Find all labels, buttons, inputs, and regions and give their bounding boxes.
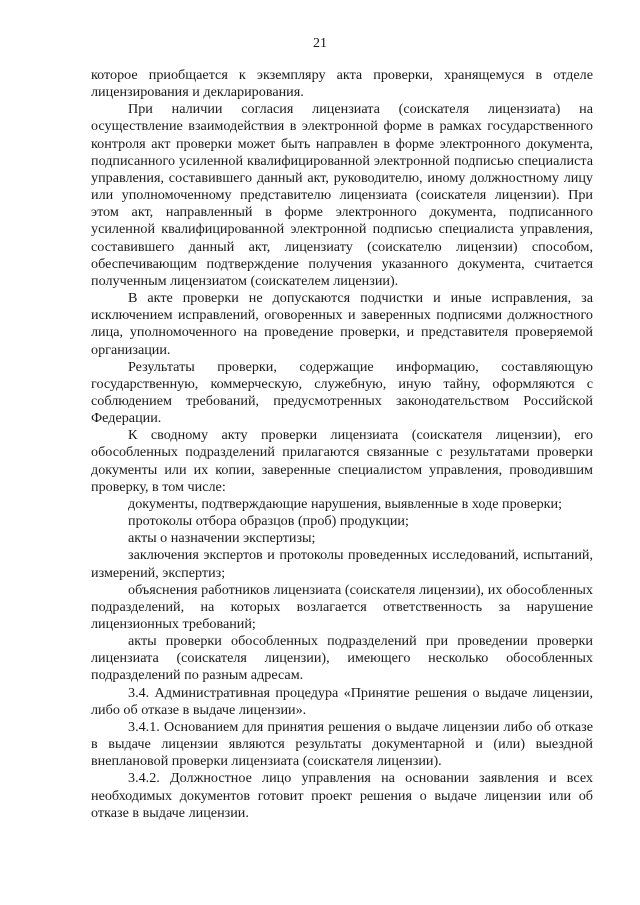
- paragraph-3-4-1: 3.4.1. Основанием для принятия решения о выдаче лицензии либо об отказе в выдаче лицензии являются результаты документарной и (или) выездной внеплановой проверки лицензиата (соискателя лицензии).: [91, 718, 593, 770]
- list-item: протоколы отбора образцов (проб) продукции;: [128, 513, 409, 530]
- document-body: [91, 67, 593, 822]
- list-item: заключения экспертов и протоколы проведенных исследований, испытаний, измерений, экспертиз;: [91, 547, 593, 581]
- paragraph-3-4-2: 3.4.2. Должностное лицо управления на основании заявления и всех необходимых документов готовит проект решения о выдаче лицензии или об отказе в выдаче лицензии.: [91, 770, 593, 821]
- paragraph-continuation: которое приобщается к экземпляру акта проверки, хранящемуся в отделе лицензирования и декларирования.: [91, 67, 593, 101]
- page-number: 21: [313, 36, 327, 51]
- list-item: документы, подтверждающие нарушения, выявленные в ходе проверки;: [128, 495, 563, 512]
- list-item: объяснения работников лицензиата (соискателя лицензии), их обособленных подразделений, на которых возлагается ответственность за нарушение лицензионных требований;: [91, 581, 593, 632]
- list-item: акты о назначении экспертизы;: [128, 530, 316, 547]
- section-heading-3-4: 3.4. Административная процедура «Принятие решения о выдаче лицензии, либо об отказе в выдаче лицензии».: [91, 684, 593, 718]
- paragraph-electronic-form: При наличии согласия лицензиата (соискателя лицензиата) на осуществление взаимодействия в электронной форме в рамках государственного контроля акт проверки может быть направлен в форме электронного документа, подписанного усиленной квалифицированной электронной подписью специалиста управления, составившего данный акт, руководителю, иному должностному лицу или уполномоченному представителю лицензиата (соискателя лицензии). При этом акт, направленный в форме электронного документа, подписанного усиленной квалифицированной электронной подписью специалиста управления, составившего данный акт, лицензиату (соискателю лицензии) способом, обеспечивающим подтверждение получения указанного документа, считается полученным лицензиатом (соискателем лицензии).: [91, 101, 593, 289]
- list-item: акты проверки обособленных подразделений при проведении проверки лицензиата (соискателя лицензии), имеющего несколько обособленных подразделений по разным адресам.: [91, 633, 593, 684]
- paragraph-secret-info: Результаты проверки, содержащие информацию, составляющую государственную, коммерческую, служебную, иную тайну, оформляются с соблюдением требований, предусмотренных законодательством Российской Федерации.: [91, 358, 593, 427]
- paragraph-attachments: К сводному акту проверки лицензиата (соискателя лицензии), его обособленных подразделений прилагаются связанные с результатами проверки документы или их копии, заверенные специалистом управления, проводившим проверку, в том числе:: [91, 427, 593, 495]
- paragraph-no-erasures: В акте проверки не допускаются подчистки и иные исправления, за исключением исправлений, оговоренных и заверенных подписями должностного лица, уполномоченного на проведение проверки, и представителя проверяемой организации.: [91, 290, 593, 358]
